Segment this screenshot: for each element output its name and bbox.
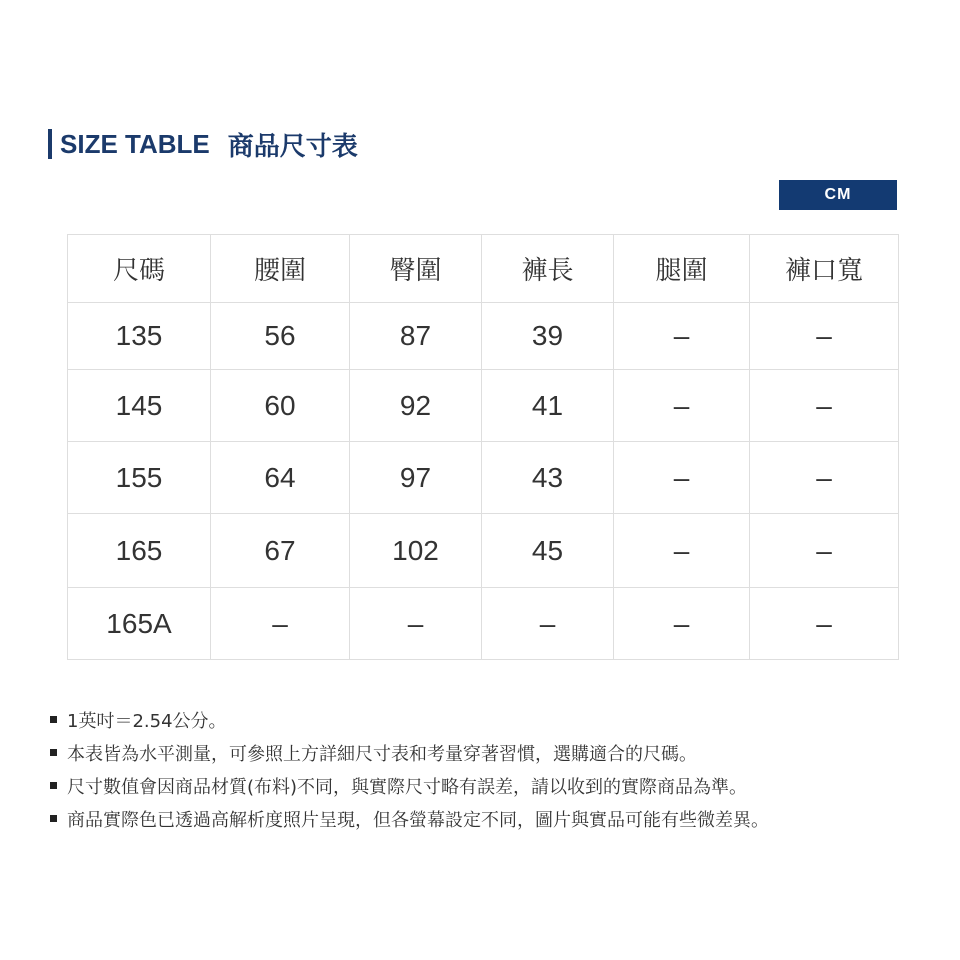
table-cell: – xyxy=(614,588,750,660)
note-item xyxy=(50,802,769,835)
bullet-icon xyxy=(50,716,57,723)
table-row xyxy=(68,588,899,660)
note-text: 本表皆為水平測量，可參照上方詳細尺寸表和考量穿著習慣，選購適合的尺碼。 xyxy=(67,743,697,765)
table-cell: – xyxy=(350,588,482,660)
table-cell: 41 xyxy=(482,370,614,442)
table-cell: – xyxy=(482,588,614,660)
title-english: SIZE TABLE xyxy=(60,128,210,159)
bullet-icon xyxy=(50,815,57,822)
table-cell: 145 xyxy=(68,370,211,442)
note-item xyxy=(50,769,769,802)
table-cell: 60 xyxy=(211,370,350,442)
table-cell: 39 xyxy=(482,303,614,370)
column-header-pants-length: 褲長 xyxy=(482,235,614,303)
table-cell: 135 xyxy=(68,303,211,370)
table-cell: 43 xyxy=(482,442,614,514)
table-cell: 165A xyxy=(68,588,211,660)
table-cell: – xyxy=(750,370,899,442)
note-text: 1英吋＝2.54公分。 xyxy=(67,710,227,732)
table-cell: 165 xyxy=(68,514,211,588)
note-item xyxy=(50,703,769,736)
table-row xyxy=(68,514,899,588)
table-header-row xyxy=(68,235,899,303)
table-cell: 64 xyxy=(211,442,350,514)
bullet-icon xyxy=(50,749,57,756)
table-cell: 92 xyxy=(350,370,482,442)
table-row xyxy=(68,442,899,514)
note-text: 尺寸數值會因商品材質(布料)不同，與實際尺寸略有誤差，請以收到的實際商品為準。 xyxy=(67,776,748,798)
table-cell: 56 xyxy=(211,303,350,370)
column-header-size: 尺碼 xyxy=(68,235,211,303)
table-cell: – xyxy=(614,370,750,442)
table-cell: 45 xyxy=(482,514,614,588)
table-cell: – xyxy=(614,303,750,370)
table-cell: – xyxy=(614,442,750,514)
notes-list xyxy=(50,703,769,835)
column-header-waist: 腰圍 xyxy=(211,235,350,303)
table-cell: 155 xyxy=(68,442,211,514)
table-cell: – xyxy=(750,442,899,514)
bullet-icon xyxy=(50,782,57,789)
column-header-leg-opening: 褲口寬 xyxy=(750,235,899,303)
table-cell: 67 xyxy=(211,514,350,588)
column-header-hip: 臀圍 xyxy=(350,235,482,303)
page-title xyxy=(48,128,358,160)
table-cell: – xyxy=(614,514,750,588)
note-item xyxy=(50,736,769,769)
table-cell: – xyxy=(750,588,899,660)
size-table xyxy=(67,234,899,660)
unit-badge: CM xyxy=(779,180,897,210)
table-cell: – xyxy=(750,303,899,370)
table-cell: 87 xyxy=(350,303,482,370)
title-chinese: 商品尺寸表 xyxy=(227,130,358,161)
table-row xyxy=(68,303,899,370)
column-header-thigh: 腿圍 xyxy=(614,235,750,303)
table-cell: 97 xyxy=(350,442,482,514)
table-cell: 102 xyxy=(350,514,482,588)
note-text: 商品實際色已透過高解析度照片呈現，但各螢幕設定不同，圖片與實品可能有些微差異。 xyxy=(67,809,769,831)
table-cell: – xyxy=(211,588,350,660)
table-cell: – xyxy=(750,514,899,588)
title-accent-bar xyxy=(48,129,52,159)
table-row xyxy=(68,370,899,442)
